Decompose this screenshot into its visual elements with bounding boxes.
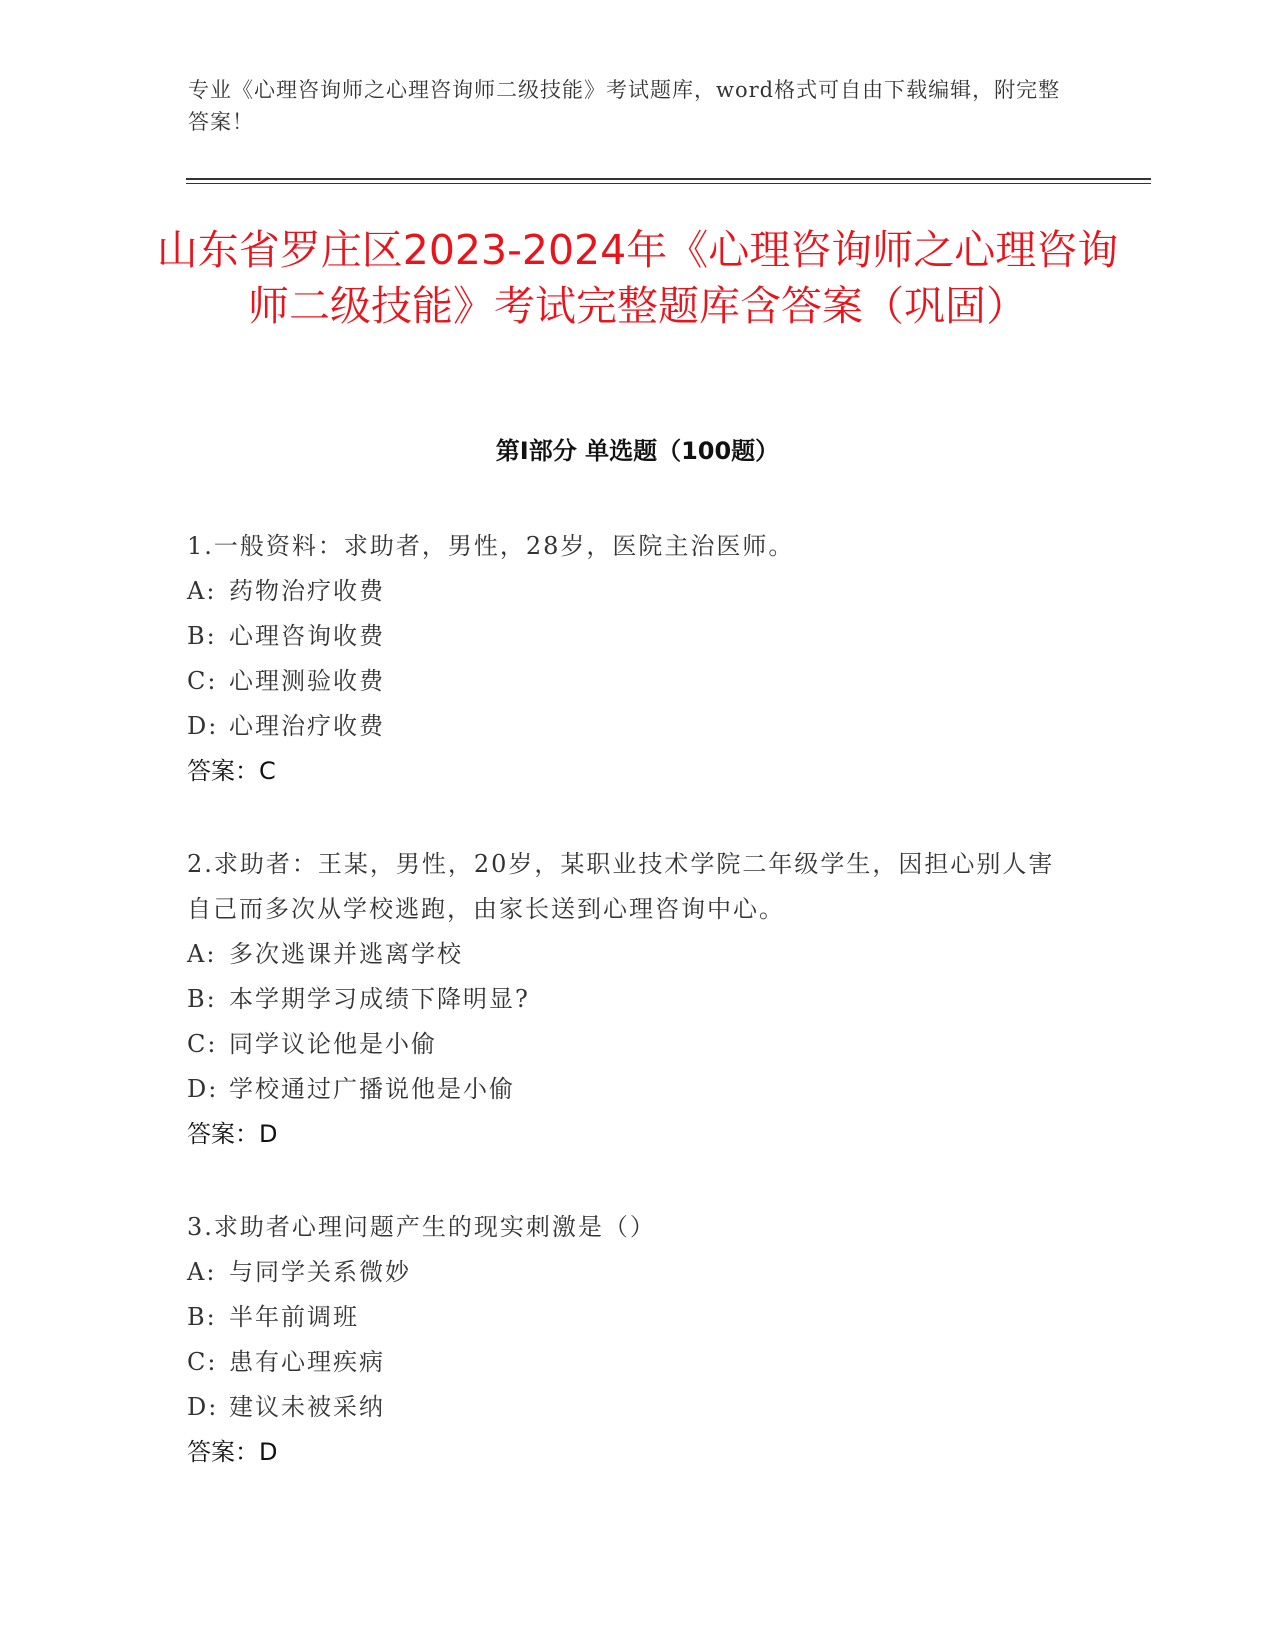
answer-line: 答案：C <box>187 757 276 785</box>
option-letter: A: <box>187 940 217 968</box>
answer-line: 答案：D <box>187 1120 278 1148</box>
option-letter: D: <box>187 1075 219 1103</box>
option-d <box>187 704 1067 749</box>
option-c <box>187 659 1067 704</box>
question-list <box>187 524 1067 1523</box>
option-text: 多次逃课并逃离学校 <box>229 940 463 968</box>
question-item <box>187 1205 1067 1475</box>
option-c <box>187 1022 1067 1067</box>
option-a <box>187 932 1067 977</box>
option-letter: A: <box>187 577 217 605</box>
question-item <box>187 524 1067 794</box>
option-b <box>187 977 1067 1022</box>
option-letter: B: <box>187 985 217 1013</box>
option-b <box>187 1295 1067 1340</box>
option-a <box>187 1250 1067 1295</box>
option-text: 药物治疗收费 <box>229 577 385 605</box>
option-letter: C: <box>187 1348 218 1376</box>
option-letter: B: <box>187 622 217 650</box>
option-d <box>187 1385 1067 1430</box>
option-text: 半年前调班 <box>229 1303 359 1331</box>
option-letter: A: <box>187 1258 217 1286</box>
option-letter: B: <box>187 1303 217 1331</box>
option-text: 本学期学习成绩下降明显? <box>229 985 530 1013</box>
question-item <box>187 842 1067 1157</box>
question-stem: 2.求助者：王某，男性，20岁，某职业技术学院二年级学生，因担心别人害自己而多次从学校逃跑，由家长送到心理咨询中心。 <box>187 850 1055 923</box>
header-rule-thick <box>186 178 1151 180</box>
question-stem: 3.求助者心理问题产生的现实刺激是（） <box>187 1213 656 1241</box>
option-text: 同学议论他是小偷 <box>229 1030 437 1058</box>
header-rule-thin <box>186 183 1151 184</box>
option-text: 学校通过广播说他是小偷 <box>229 1075 515 1103</box>
option-text: 心理测验收费 <box>229 667 385 695</box>
option-text: 心理咨询收费 <box>229 622 385 650</box>
option-text: 患有心理疾病 <box>229 1348 385 1376</box>
option-letter: D: <box>187 712 219 740</box>
option-letter: C: <box>187 1030 218 1058</box>
section-title: 第I部分 单选题（100题） <box>495 437 780 465</box>
answer-line: 答案：D <box>187 1438 278 1466</box>
option-text: 建议未被采纳 <box>229 1393 385 1421</box>
option-letter: C: <box>187 667 218 695</box>
question-stem: 1.一般资料：求助者，男性，28岁，医院主治医师。 <box>187 532 795 560</box>
option-b <box>187 614 1067 659</box>
option-text: 与同学关系微妙 <box>229 1258 411 1286</box>
option-a <box>187 569 1067 614</box>
option-text: 心理治疗收费 <box>229 712 385 740</box>
option-letter: D: <box>187 1393 219 1421</box>
option-d <box>187 1067 1067 1112</box>
document-title: 山东省罗庄区2023-2024年《心理咨询师之心理咨询师二级技能》考试完整题库含答案（巩固） <box>156 226 1119 330</box>
option-c <box>187 1340 1067 1385</box>
header-note: 专业《心理咨询师之心理咨询师二级技能》考试题库，word格式可自由下载编辑，附完整答案！ <box>188 78 1061 134</box>
